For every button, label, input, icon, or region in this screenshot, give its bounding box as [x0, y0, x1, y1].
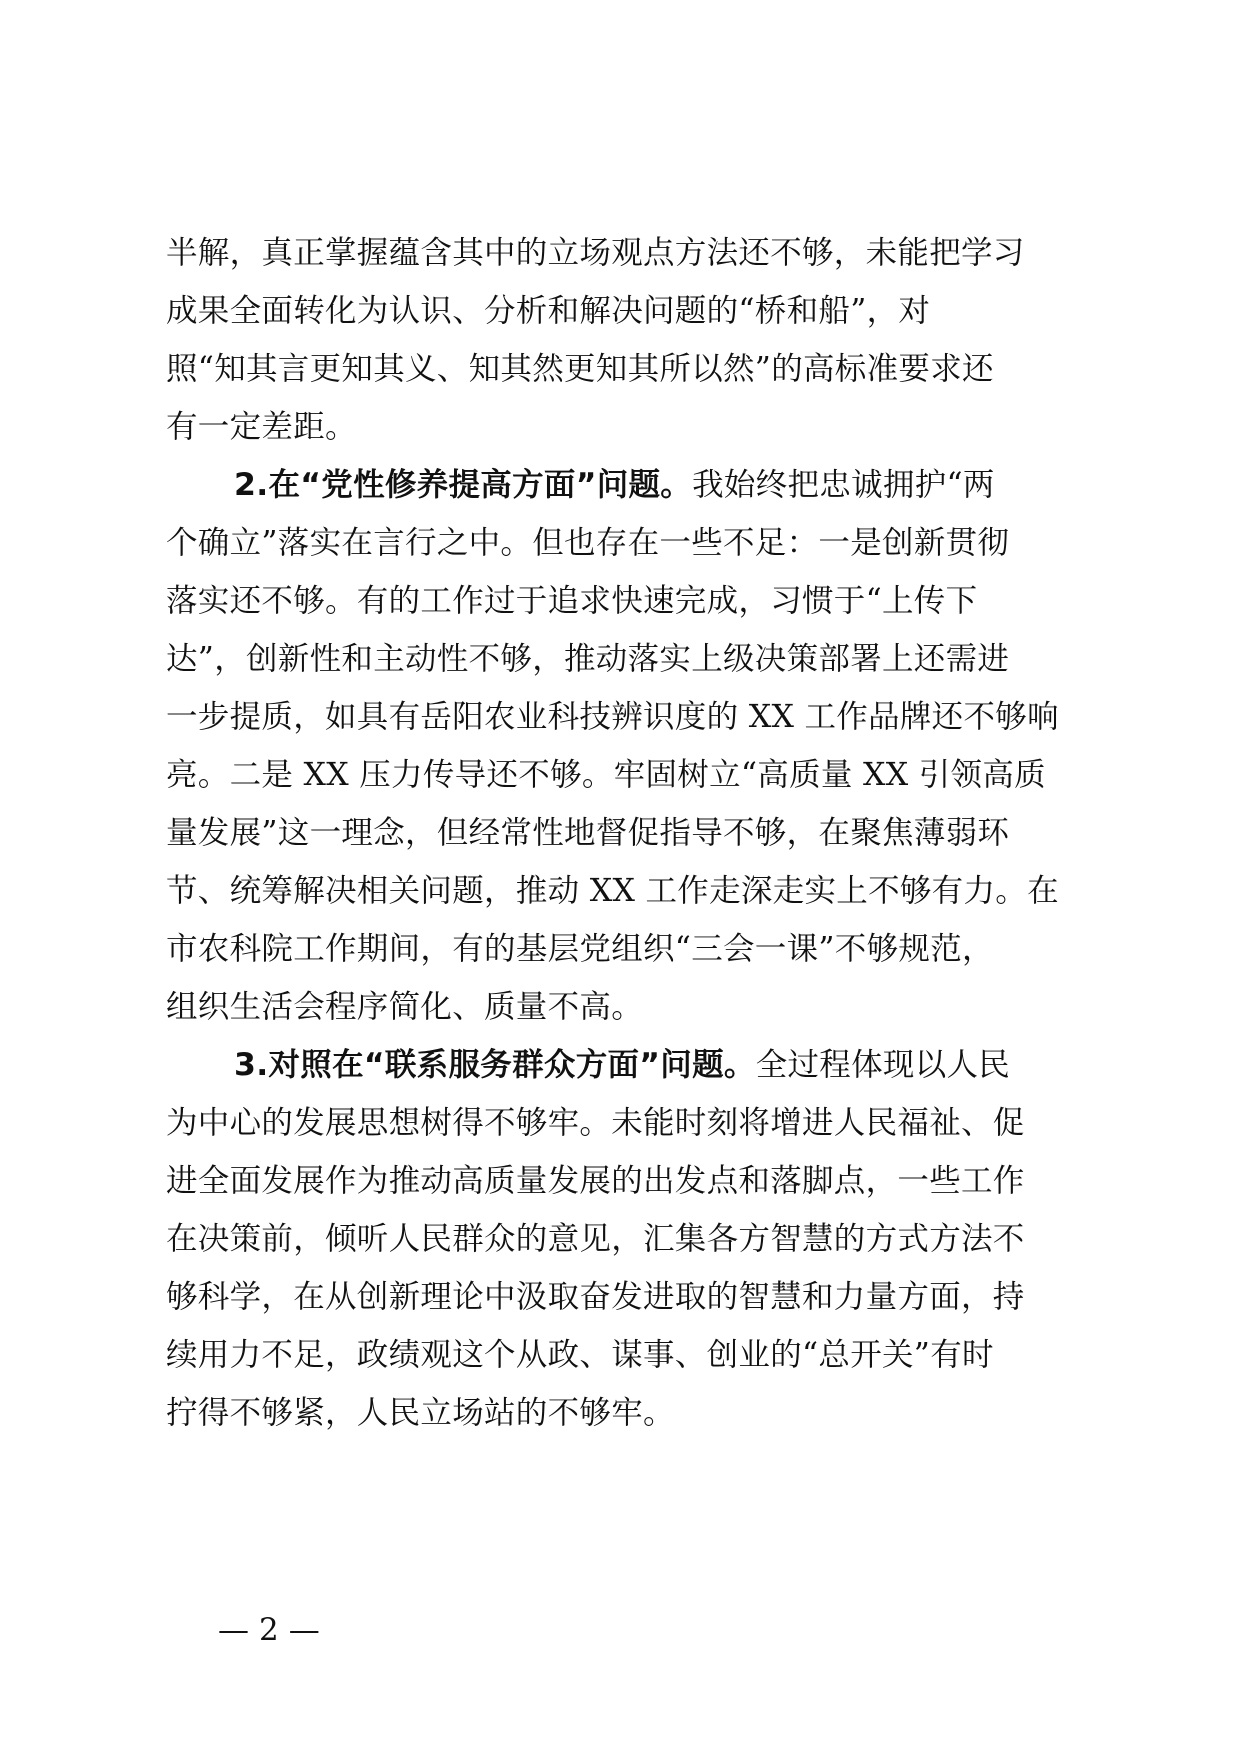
- text-run: 全过程体现以人民: [755, 1047, 1011, 1083]
- text-line: 市农科院工作期间，有的基层党组织“三会一课”不够规范，: [166, 931, 994, 967]
- text-line: 落实还不够。有的工作过于追求快速完成，习惯于“上传下: [166, 583, 978, 619]
- section-heading: 3.对照在“联系服务群众方面”问题。: [234, 1047, 756, 1083]
- text-line: 拧得不够紧，人民立场站的不够牢。: [166, 1395, 675, 1431]
- text-line: 在决策前，倾听人民群众的意见，汇集各方智慧的方式方法不: [166, 1221, 1025, 1257]
- text-line: 有一定差距。: [166, 409, 357, 445]
- text-line: 个确立”落实在言行之中。但也存在一些不足：一是创新贯彻: [166, 525, 1010, 561]
- paragraph-first-line: [166, 456, 1086, 514]
- page-number-dash-right: —: [288, 1612, 320, 1648]
- paragraph-party-spirit: [166, 456, 1086, 1036]
- section-heading: 2.在“党性修养提高方面”问题。: [234, 467, 693, 503]
- text-line: 节、统筹解决相关问题，推动 XX 工作走深走实上不够有力。在: [166, 873, 1059, 909]
- paragraph-serving-masses: [166, 1036, 1086, 1442]
- document-body: [166, 224, 1086, 1442]
- text-line: 亮。二是 XX 压力传导还不够。牢固树立“高质量 XX 引领高质: [166, 757, 1046, 793]
- text-line: 半解，真正掌握蕴含其中的立场观点方法还不够，未能把学习: [166, 235, 1025, 271]
- text-line: 量发展”这一理念，但经常性地督促指导不够，在聚焦薄弱环: [166, 815, 1010, 851]
- page-number: 2: [259, 1612, 279, 1648]
- text-line: 够科学，在从创新理论中汲取奋发进取的智慧和力量方面，持: [166, 1279, 1025, 1315]
- page-number-footer: [208, 1610, 330, 1650]
- text-line: 达”，创新性和主动性不够，推动落实上级决策部署上还需进: [166, 641, 1010, 677]
- page-number-dash-left: —: [218, 1612, 249, 1648]
- text-line: 照“知其言更知其义、知其然更知其所以然”的高标准要求还: [166, 351, 994, 387]
- text-line: 组织生活会程序简化、质量不高。: [166, 989, 644, 1025]
- paragraph-continuation: [166, 224, 1086, 456]
- paragraph-first-line: [166, 1036, 1086, 1094]
- text-line: 进全面发展作为推动高质量发展的出发点和落脚点，一些工作: [166, 1163, 1025, 1199]
- text-line: 为中心的发展思想树得不够牢。未能时刻将增进人民福祉、促: [166, 1105, 1025, 1141]
- text-line: 续用力不足，政绩观这个从政、谋事、创业的“总开关”有时: [166, 1337, 994, 1373]
- text-run: 我始终把忠诚拥护“两: [692, 467, 995, 503]
- text-line: 成果全面转化为认识、分析和解决问题的“桥和船”，对: [166, 293, 931, 329]
- text-line: 一步提质，如具有岳阳农业科技辨识度的 XX 工作品牌还不够响: [166, 699, 1059, 735]
